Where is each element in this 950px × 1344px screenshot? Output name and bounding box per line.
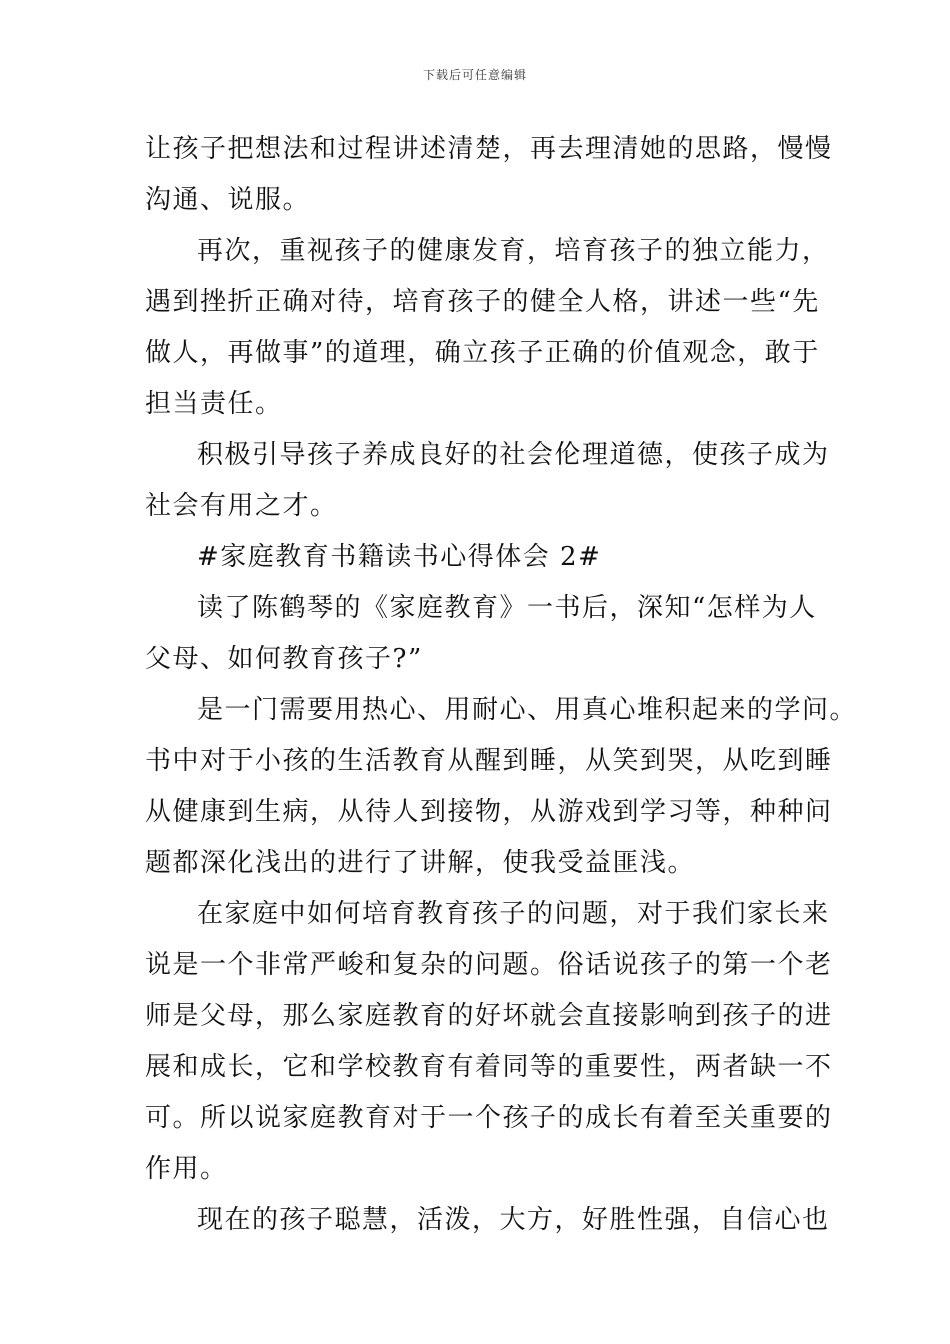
paragraph-start: 现在的孩子聪慧，活泼，大方，好胜性强，自信心也 [197, 1205, 830, 1235]
text-line: 社会有用之才。 [145, 491, 338, 521]
text-line: 作用。 [145, 1154, 228, 1184]
text-line: 让孩子把想法和过程讲述清楚，再去理清她的思路，慢慢 [145, 134, 833, 164]
paragraph-start: 是一门需要用热心、用耐心、用真心堆积起来的学问。 [197, 695, 858, 725]
text-line: 可。所以说家庭教育对于一个孩子的成长有着至关重要的 [145, 1103, 833, 1133]
text-line: 师是父母，那么家庭教育的好坏就会直接影响到孩子的进 [145, 1001, 833, 1031]
paragraph-start: 再次，重视孩子的健康发育，培育孩子的独立能力， [197, 236, 830, 266]
text-line: 书中对于小孩的生活教育从醒到睡，从笑到哭，从吃到睡 [145, 746, 833, 776]
text-line: 说是一个非常严峻和复杂的问题。俗话说孩子的第一个老 [145, 950, 833, 980]
text-line: 展和成长，它和学校教育有着同等的重要性，两者缺一不 [145, 1052, 833, 1082]
section-heading: #家庭教育书籍读书心得体会 2# [197, 542, 602, 572]
paragraph-start: 读了陈鹤琴的《家庭教育》一书后，深知“怎样为人 [197, 593, 817, 623]
text-line: 沟通、说服。 [145, 185, 311, 215]
text-line: 题都深化浅出的进行了讲解，使我受益匪浅。 [145, 848, 696, 878]
text-line: 担当责任。 [145, 389, 283, 419]
text-line: 遇到挫折正确对待，培育孩子的健全人格，讲述一些“先 [145, 287, 820, 317]
text-line: 从健康到生病，从待人到接物，从游戏到学习等，种种问 [145, 797, 833, 827]
document-body [145, 124, 858, 1246]
text-line: 父母、如何教育孩子?” [145, 644, 423, 674]
paragraph-start: 在家庭中如何培育教育孩子的问题，对于我们家长来 [197, 899, 830, 929]
text-line: 做人，再做事”的道理，确立孩子正确的价值观念，敢于 [145, 338, 820, 368]
page-header: 下载后可任意编辑 [422, 68, 527, 82]
paragraph-start: 积极引导孩子养成良好的社会伦理道德，使孩子成为 [197, 440, 830, 470]
